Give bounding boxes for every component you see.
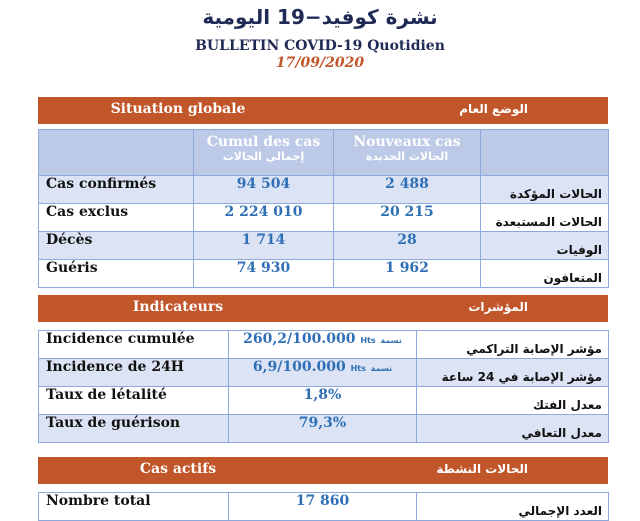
table-row [39,415,609,443]
row-label: Décès [39,232,194,260]
row-value [229,359,417,387]
indicateurs-table [38,330,609,443]
row-value-text: 260,2/100.000 [243,331,356,347]
situation-bar-right: الوضع العام [459,102,528,116]
row-label-ar: مؤشر الإصابة في 24 ساعة [417,359,609,387]
row-label-ar: الوفيات [481,232,609,260]
col-nouveaux-ar: الحالات الجديدة [365,150,449,163]
situation-bar [38,97,608,124]
row-label-ar: الحالات المؤكدة [481,176,609,204]
col-nouveaux-fr: Nouveaux cas [353,134,461,150]
indicateurs-bar [38,295,608,322]
situation-table [38,129,609,288]
table-row [39,359,609,387]
actifs-table [38,492,609,521]
row-value-nisba: نسمة [370,364,393,373]
row-nouveaux: 2 488 [334,176,481,204]
row-label: Guéris [39,260,194,288]
row-label: Taux de létalité [39,387,229,415]
indicateurs-bar-right: المؤشرات [468,300,528,314]
bulletin-date: 17/09/2020 [275,55,365,71]
row-label: Cas confirmés [39,176,194,204]
actifs-bar-right: الحالات النشطة [436,462,528,476]
table-row [39,331,609,359]
table-row [39,232,609,260]
row-value [229,331,417,359]
row-value-hts: Hts [360,336,376,345]
row-nouveaux: 1 962 [334,260,481,288]
col-cumul-fr: Cumul des cas [206,134,321,150]
row-label: Nombre total [39,493,229,521]
row-label-ar: المتعافون [481,260,609,288]
row-label-ar: مؤشر الإصابة التراكمي [417,331,609,359]
table-row [39,176,609,204]
col-nouveaux-header [334,130,481,176]
col-cumul-ar: إجمالي الحالات [222,150,305,163]
row-label-ar: العدد الإجمالي [417,493,609,521]
row-cumul: 1 714 [194,232,334,260]
bulletin-title-fr: BULLETIN COVID-19 Quotidien [195,38,445,54]
table-row [39,387,609,415]
row-value: 79,3% [229,415,417,443]
row-label: Incidence de 24H [39,359,229,387]
row-value-text: 6,9/100.000 [252,359,346,375]
indicateurs-bar-left: Indicateurs [132,299,224,315]
situation-header-row [39,130,609,176]
table-row [39,260,609,288]
row-nouveaux: 28 [334,232,481,260]
row-label-ar: الحالات المستبعدة [481,204,609,232]
row-label-ar: معدل الفتك [417,387,609,415]
bulletin-title-ar: نشرة كوفيد−19 اليومية [202,5,438,29]
actifs-bar [38,457,608,484]
row-value-hts: Hts [350,364,366,373]
col-cumul-header [194,130,334,176]
row-value: 1,8% [229,387,417,415]
row-label: Incidence cumulée [39,331,229,359]
row-label: Taux de guérison [39,415,229,443]
row-cumul: 94 504 [194,176,334,204]
row-label: Cas exclus [39,204,194,232]
row-cumul: 2 224 010 [194,204,334,232]
row-nouveaux: 20 215 [334,204,481,232]
situation-bar-left: Situation globale [110,101,246,117]
row-cumul: 74 930 [194,260,334,288]
row-label-ar: معدل التعافي [417,415,609,443]
row-value: 17 860 [229,493,417,521]
row-value-nisba: نسمة [380,336,402,345]
table-row [39,204,609,232]
table-row [39,493,609,521]
actifs-bar-left: Cas actifs [139,461,217,477]
